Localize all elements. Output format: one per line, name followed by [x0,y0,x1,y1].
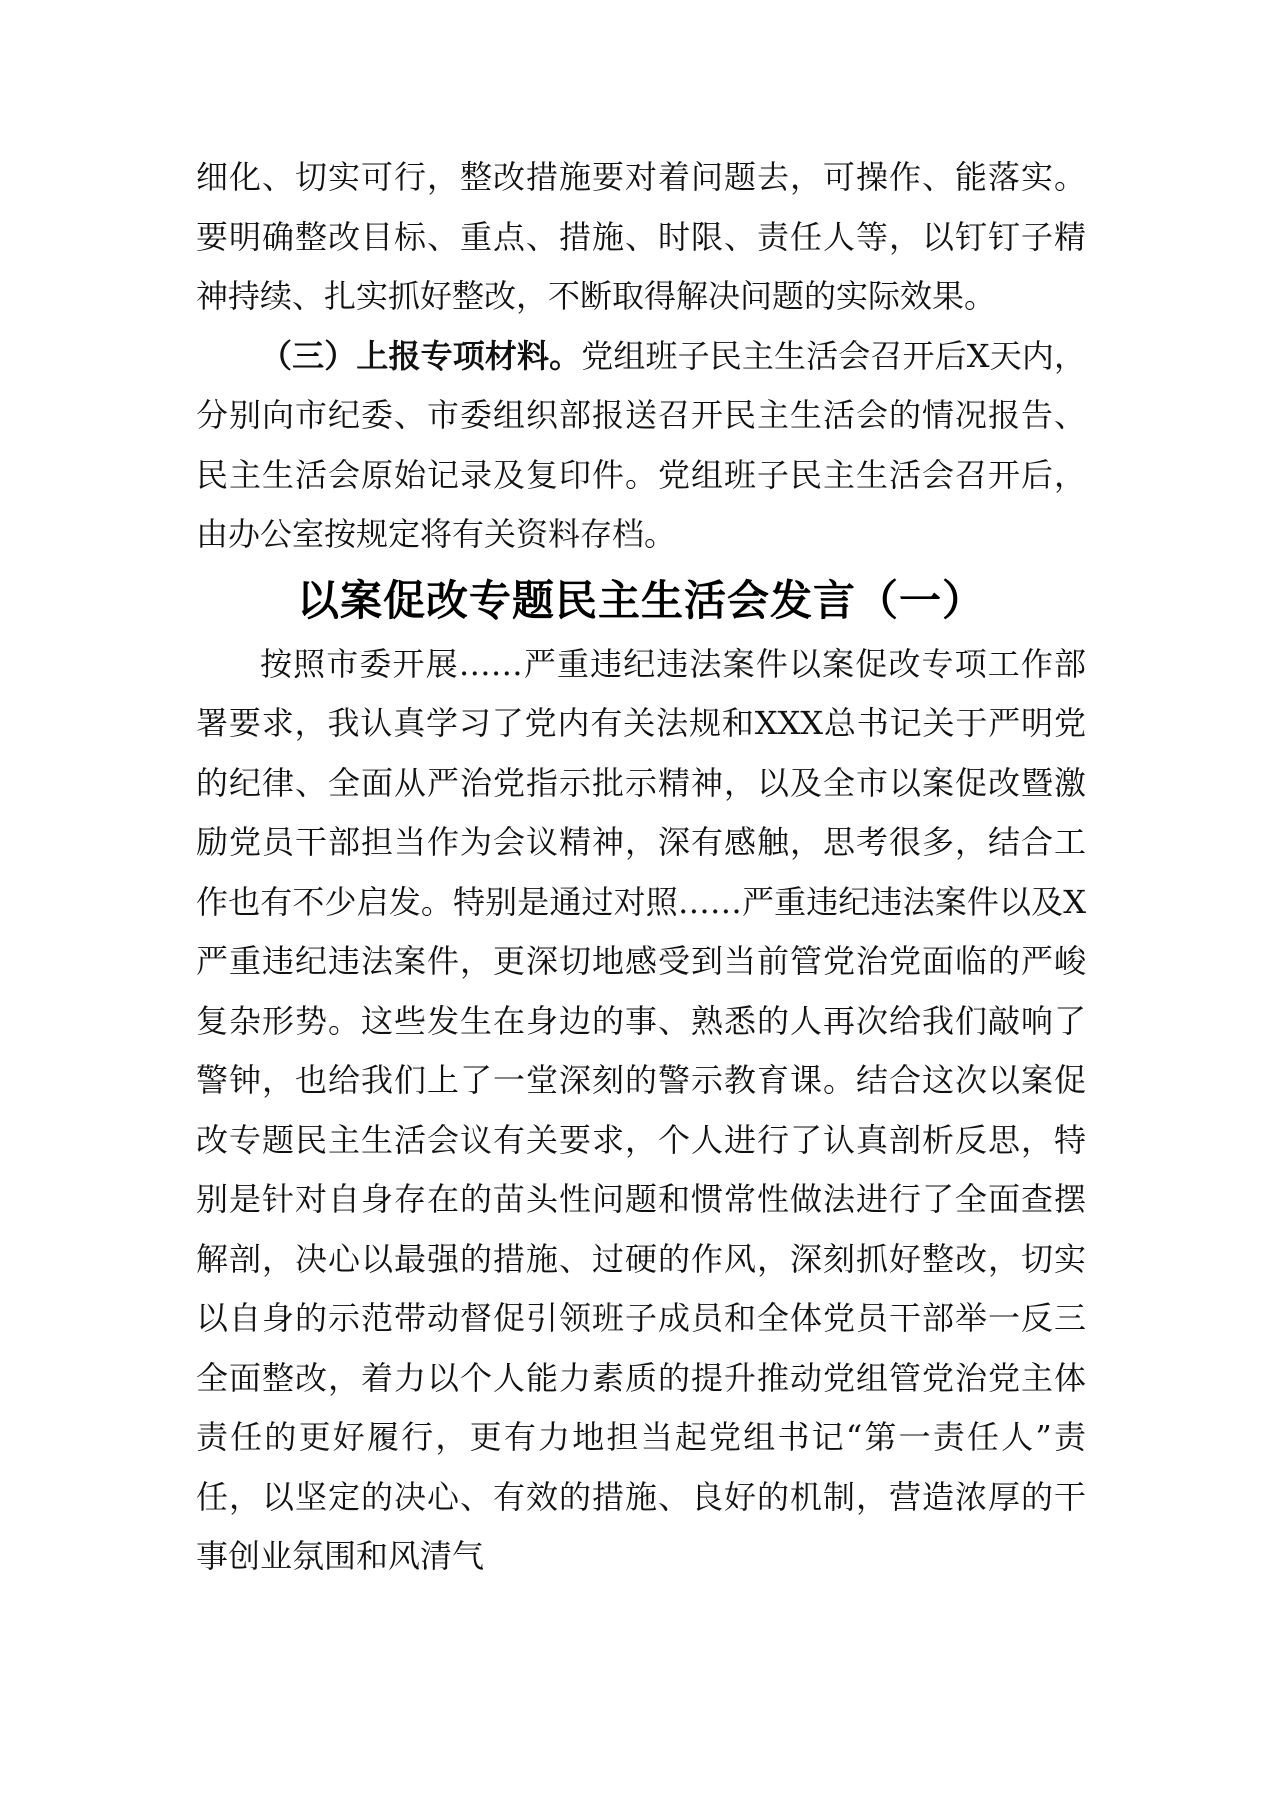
paragraph-report-materials-body: 党组班子民主生活会召开后X天内，分别向市纪委、市委组织部报送召开民主生活会的情况报告、民主生活会原始记录及复印件。党组班子民主生活会召开后，由办公室按规定将有关资料存档。 [196,336,1086,553]
paragraph-report-materials [196,327,1086,565]
document-body [196,148,1086,1587]
article-title: 以案促改专题民主生活会发言（一） [296,575,985,625]
section-heading-report-materials: （三）上报专项材料。 [260,336,582,375]
paragraph-speech-intro: 按照市委开展……严重违纪违法案件以案促改专项工作部署要求，我认真学习了党内有关法规和XXX总书记关于严明党的纪律、全面从严治党指示批示精神，以及全市以案促改暨激励党员干部担当作为会议精神，深有感触，思考很多，结合工作也有不少启发。特别是通过对照……严重违纪违法案件以及X严重违纪违法案件，更深切地感受到当前管党治党面临的严峻复杂形势。这些发生在身边的事、熟悉的人再次给我们敲响了警钟，也给我们上了一堂深刻的警示教育课。结合这次以案促改专题民主生活会议有关要求，个人进行了认真剖析反思，特别是针对自身存在的苗头性问题和惯常性做法进行了全面查摆解剖，决心以最强的措施、过硬的作风，深刻抓好整改，切实以自身的示范带动督促引领班子成员和全体党员干部举一反三全面整改，着力以个人能力素质的提升推动党组管党治党主体责任的更好履行，更有力地担当起党组书记“第一责任人”责任，以坚定的决心、有效的措施、良好的机制，营造浓厚的干事创业氛围和风清气 [196,644,1086,1575]
paragraph-rectification: 细化、切实可行，整改措施要对着问题去，可操作、能落实。要明确整改目标、重点、措施、时限、责任人等，以钉钉子精神持续、扎实抓好整改，不断取得解决问题的实际效果。 [196,158,1086,315]
